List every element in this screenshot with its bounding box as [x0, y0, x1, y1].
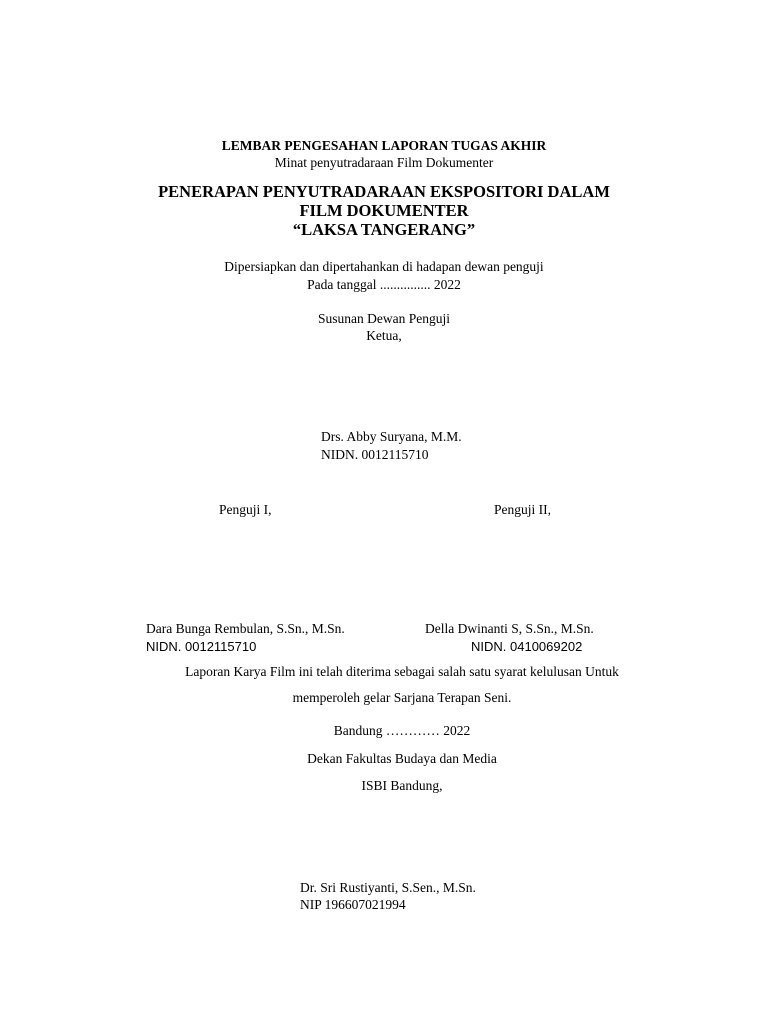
chair-id: NIDN. 0012115710	[321, 447, 429, 462]
defense-date: Pada tanggal ............... 2022	[307, 277, 461, 292]
examiner-1-label: Penguji I,	[219, 502, 272, 517]
dean-title: Dekan Fakultas Budaya dan Media	[307, 751, 497, 766]
examiner-2-name: Della Dwinanti S, S.Sn., M.Sn.	[425, 621, 594, 636]
thesis-title-line-2: FILM DOKUMENTER	[299, 201, 469, 220]
examiner-1-name: Dara Bunga Rembulan, S.Sn., M.Sn.	[146, 621, 345, 636]
place-date: Bandung ………… 2022	[333, 723, 471, 738]
acceptance-line-2: memperoleh gelar Sarjana Terapan Seni.	[292, 690, 512, 705]
chair-name: Drs. Abby Suryana, M.M.	[321, 429, 462, 444]
dean-id: NIP 196607021994	[300, 897, 406, 912]
committee-heading: Susunan Dewan Penguji	[318, 311, 450, 326]
specialization-subtitle: Minat penyutradaraan Film Dokumenter	[274, 155, 494, 170]
chair-label: Ketua,	[366, 328, 402, 343]
prepared-statement: Dipersiapkan dan dipertahankan di hadapan dewan penguji	[224, 259, 544, 274]
examiner-2-label: Penguji II,	[494, 502, 551, 517]
examiner-2-id: NIDN. 0410069202	[471, 639, 583, 654]
thesis-title-line-3: “LAKSA TANGERANG”	[292, 220, 476, 239]
examiner-1-id: NIDN. 0012115710	[146, 639, 257, 654]
acceptance-line-1: Laporan Karya Film ini telah diterima sebagai salah satu syarat kelulusan Untuk	[185, 664, 619, 679]
dean-name: Dr. Sri Rustiyanti, S.Sen., M.Sn.	[300, 880, 476, 895]
institution-name: ISBI Bandung,	[361, 778, 443, 793]
thesis-title-line-1: PENERAPAN PENYUTRADARAAN EKSPOSITORI DALAM	[158, 182, 610, 201]
approval-title: LEMBAR PENGESAHAN LAPORAN TUGAS AKHIR	[221, 138, 547, 153]
